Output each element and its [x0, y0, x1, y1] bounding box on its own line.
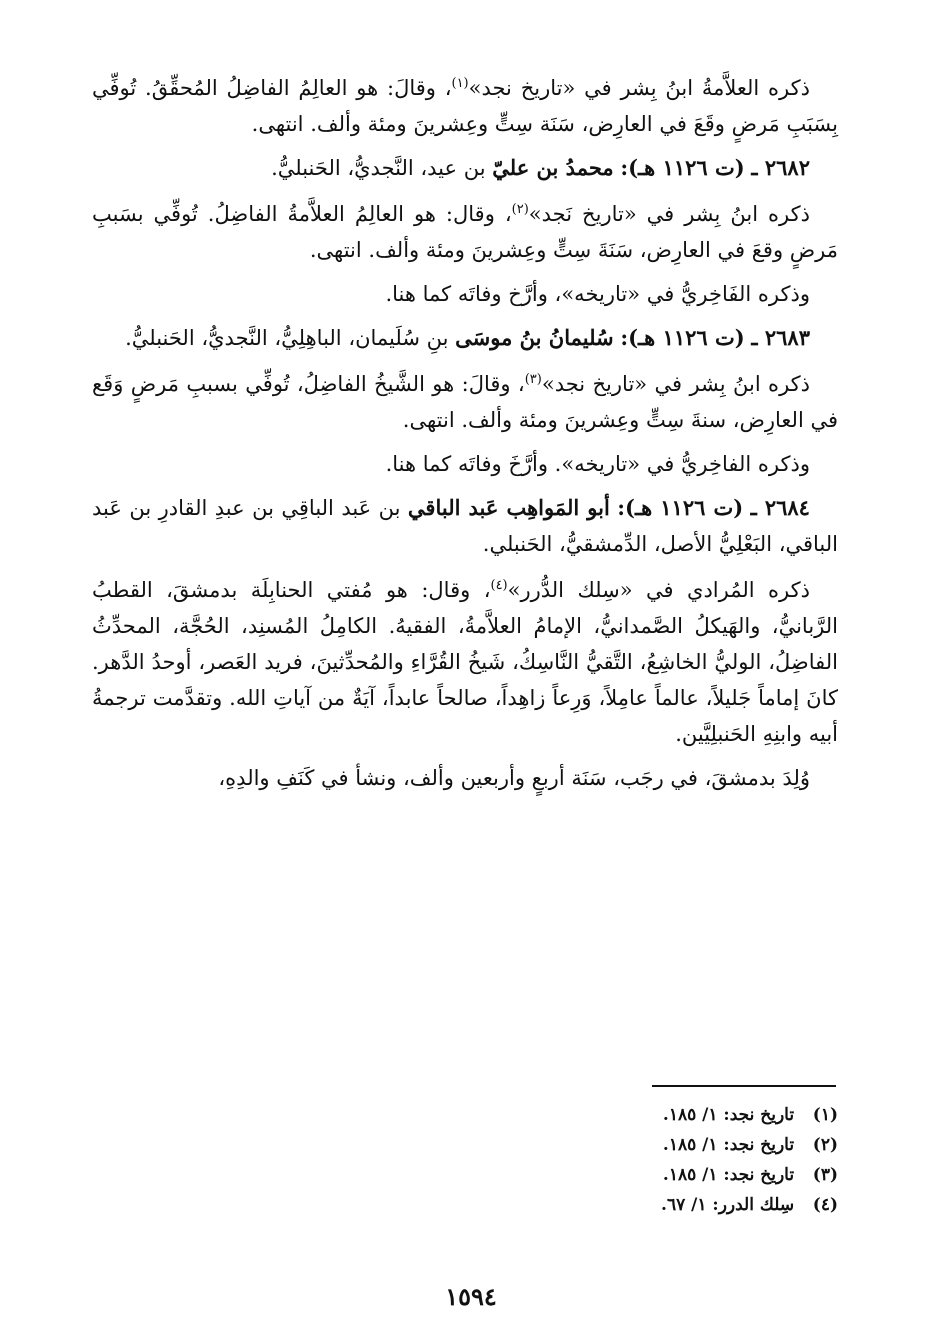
paragraph-fakhiri-1 — [92, 276, 838, 312]
paragraph-ibn-bishr-1 — [92, 70, 838, 142]
entry-lineage: بن عيد، النَّجديُّ، الحَنبليُّ. — [271, 156, 493, 180]
paragraph-text: وُلِدَ بدمشقَ، في رجَب، سَنَة أربعٍ وأربعين وألف، ونشأ في كَنَفِ والدِهِ، — [218, 766, 810, 790]
footnote-text: تاريخ نجد: ١/ ١٨٥. — [662, 1165, 795, 1185]
paragraph-text: ذكره ابنُ بِشر في «تاريخ نجد» — [541, 372, 810, 396]
entry-name: محمدُ بن عليّ — [492, 155, 614, 180]
paragraph-text: ، وقال: هو العالِمُ العلاَّمةُ الفاضِلُ. تُوفِّي بسَببِ مَرضٍ وقعَ في العارِض، سَنَةَ سِتٍّ وعِشرينَ ومئة وألف. انتهى. — [92, 202, 838, 262]
main-text — [92, 70, 838, 804]
footnote-number: (١) — [812, 1105, 838, 1125]
footnote-ref: (١) — [451, 76, 469, 91]
entry-lineage: بن عَبد الباقِي بن عبدِ القادرِ بن عَبد الباقي، البَعْلِيُّ الأصل، الدِّمشقيُّ، الحَنبلي. — [92, 496, 838, 556]
page-number: ١٥٩٤ — [445, 1282, 497, 1311]
paragraph-ibn-bishr-3 — [92, 366, 838, 438]
paragraph-text: ، وقال: هو مُفتي الحنابِلَة بدمشقَ، القطبُ الرَّبانيُّ، والهَيكلُ الصَّمدانيُّ، الإمامُ العلاَّمةُ، الفقيهُ. الكامِلُ المُسنِد، الحُجَّة، المحدِّثُ الفاضِلُ، الوليُّ الخاشِعُ، التَّقيُّ النَّاسِكُ، شَيخُ القُرَّاءِ والمُحدِّثينَ، فريد العَصر، أوحدُ الدَّهر. كانَ إماماً جَليلاً، عالماً عامِلاً، وَرِعاً زاهِداً، صالحاً عابداً، آيَةٌ من آياتِ الله. وتقدَّمت ترجمةُ أبيه وابنِهِ الحَنبلِيَّين. — [92, 578, 838, 746]
footnote-separator — [652, 1085, 836, 1087]
paragraph-text: ، وقالَ: هو الشَّيخُ الفاضِلُ، تُوفِّي بسببِ مَرضٍ وَقَع في العارِض، سنةَ سِتٍّ وعِشرينَ ومئة وألف. انتهى. — [92, 372, 838, 432]
footnotes — [92, 1100, 838, 1220]
paragraph-text: وذكره الفَاخِريُّ في «تاريخه»، وأرَّخ وفاتَه كما هنا. — [385, 282, 810, 306]
footnote — [92, 1100, 838, 1130]
footnote-number: (٢) — [812, 1135, 838, 1155]
entry-number: ٢٦٨٣ ـ — [751, 325, 810, 350]
paragraph-fakhiri-2 — [92, 446, 838, 482]
footnote — [92, 1160, 838, 1190]
paragraph-birth — [92, 760, 838, 796]
footnote-text: سِلك الدرر: ١/ ٦٧. — [661, 1195, 795, 1215]
entry-2682 — [92, 150, 838, 186]
entry-death-date: (ت ١١٢٦ هـ): — [620, 155, 745, 180]
footnote — [92, 1130, 838, 1160]
footnote-ref: (٢) — [511, 202, 529, 217]
footnote-number: (٣) — [812, 1165, 838, 1185]
footnote — [92, 1190, 838, 1220]
entry-name: أبو المَواهِب عَبد الباقي — [407, 495, 610, 520]
footnote-ref: (٣) — [524, 372, 542, 387]
paragraph-text: وذكره الفاخِريُّ في «تاريخه». وأرَّخَ وفاتَه كما هنا. — [385, 452, 810, 476]
entry-2683 — [92, 320, 838, 356]
entry-name: سُليمانُ بنُ موسَى — [455, 325, 614, 350]
footnote-text: تاريخ نجد: ١/ ١٨٥. — [662, 1135, 795, 1155]
footnote-ref: (٤) — [490, 578, 508, 593]
entry-death-date: (ت ١١٢٦ هـ): — [617, 495, 744, 520]
entry-number: ٢٦٨٤ ـ — [750, 495, 810, 520]
paragraph-text: ، وقالَ: هو العالِمُ الفاضِلُ المُحقِّقُ. تُوفِّي بِسَبَبِ مَرضٍ وقَعَ في العارِض، سَنَة سِتٍّ وعِشرينَ ومئة وألف. انتهى. — [92, 76, 838, 136]
paragraph-text: ذكره ابنُ بِشر في «تاريخ نَجد» — [528, 202, 810, 226]
paragraph-ibn-bishr-2 — [92, 196, 838, 268]
entry-2684 — [92, 490, 838, 562]
entry-death-date: (ت ١١٢٦ هـ): — [620, 325, 745, 350]
entry-lineage: بنِ سُلَيمان، الباهِلِيُّ، النَّجديُّ، الحَنبليُّ. — [125, 326, 456, 350]
entry-number: ٢٦٨٢ ـ — [751, 155, 810, 180]
paragraph-text: ذكره المُرادي في «سِلك الدُّرر» — [507, 578, 810, 602]
paragraph-text: ذكره العلاَّمةُ ابنُ بِشر في «تاريخ نجد» — [468, 76, 810, 100]
footnote-text: تاريخ نجد: ١/ ١٨٥. — [662, 1105, 795, 1125]
paragraph-muradi — [92, 572, 838, 752]
footnote-number: (٤) — [812, 1195, 838, 1215]
